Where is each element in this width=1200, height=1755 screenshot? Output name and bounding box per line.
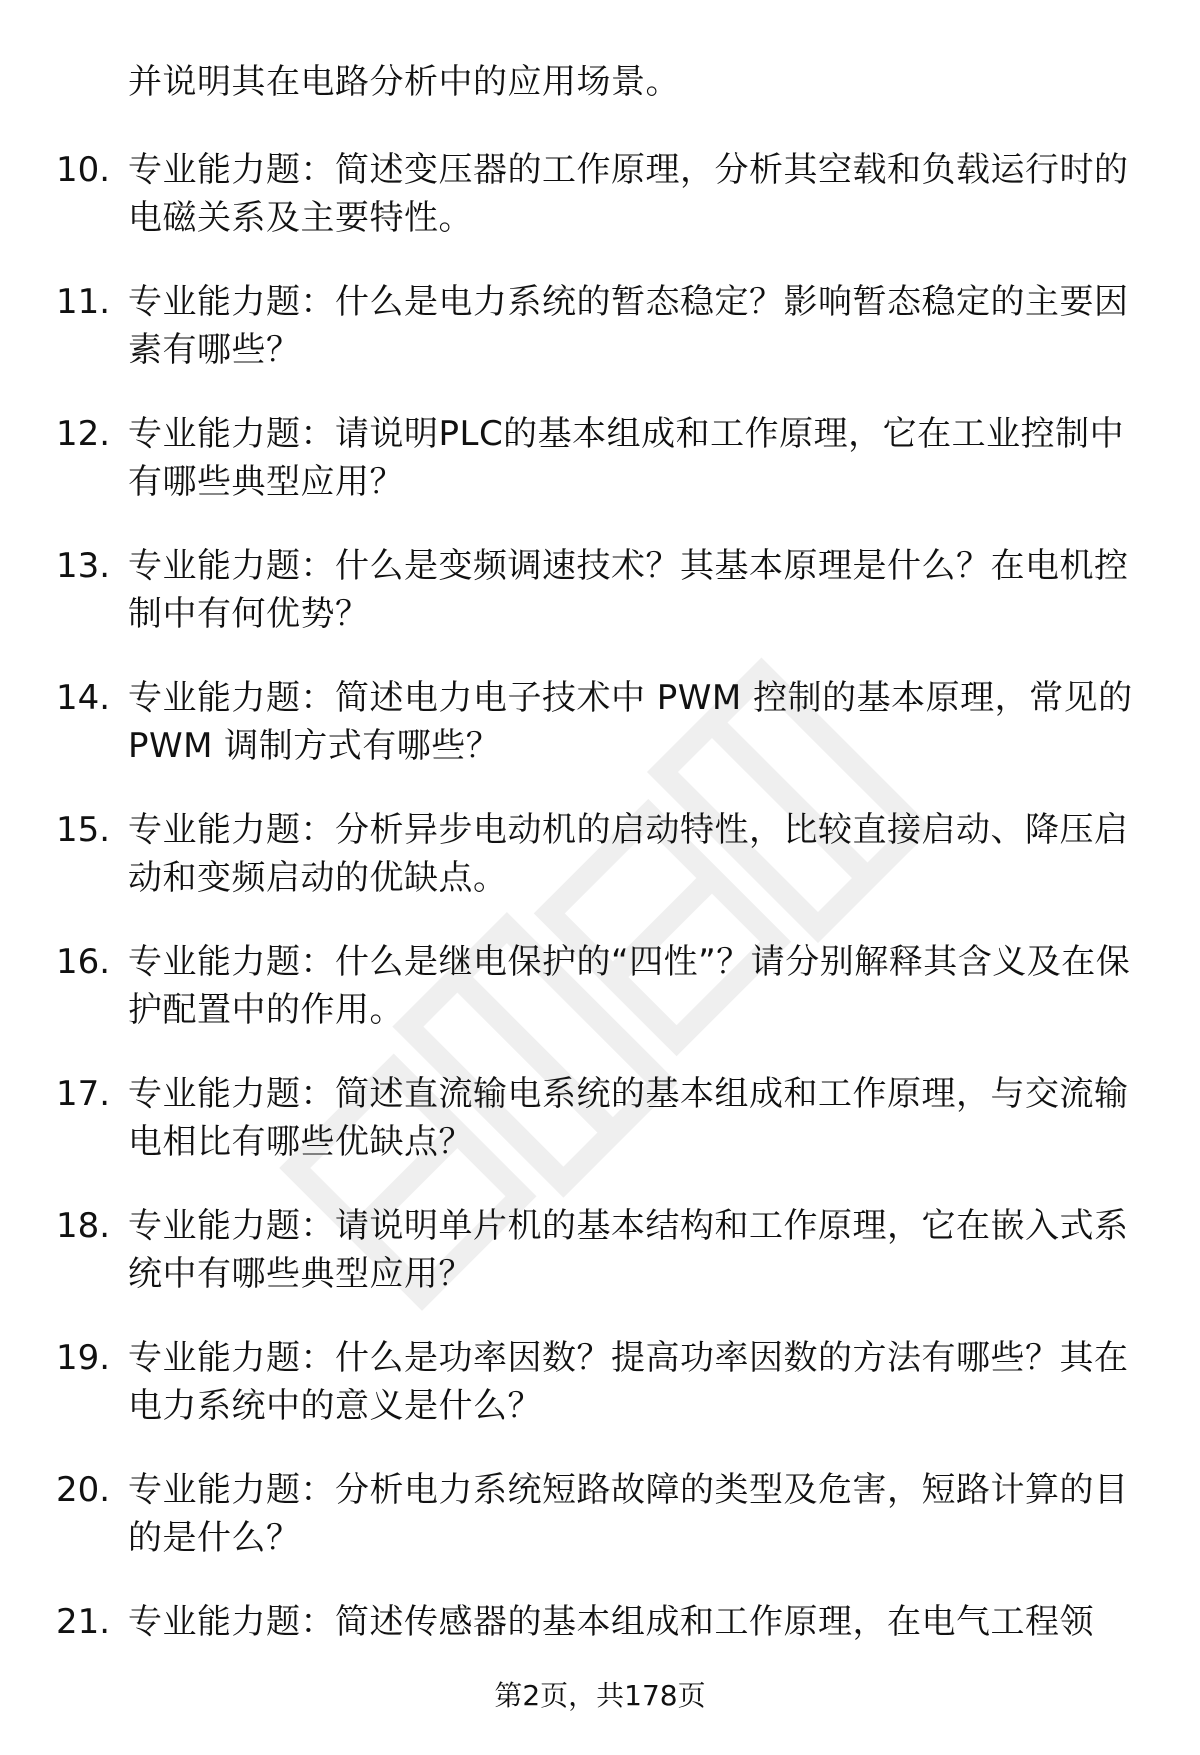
question-text: 专业能力题：简述电力电子技术中 PWM 控制的基本原理，常见的 PWM 调制方式有哪些？	[128, 678, 1133, 766]
question-number: 10.	[56, 150, 111, 190]
question-number: 18.	[56, 1206, 111, 1246]
question-text: 专业能力题：简述直流输电系统的基本组成和工作原理，与交流输电相比有哪些优缺点？	[128, 1074, 1129, 1162]
question-text: 专业能力题：什么是功率因数？提高功率因数的方法有哪些？其在电力系统中的意义是什么？	[128, 1338, 1129, 1426]
question-number: 15.	[56, 810, 111, 850]
question-item	[0, 146, 1200, 278]
question-item	[0, 278, 1200, 410]
question-number: 17.	[56, 1074, 111, 1114]
question-item	[0, 542, 1200, 674]
question-item	[0, 1466, 1200, 1598]
page-footer: 第2页，共178页	[494, 1679, 706, 1712]
continuation-text: 并说明其在电路分析中的应用场景。	[128, 62, 680, 102]
question-item	[0, 938, 1200, 1070]
question-number: 11.	[56, 282, 111, 322]
question-number: 16.	[56, 942, 111, 982]
question-number: 13.	[56, 546, 111, 586]
question-number: 12.	[56, 414, 111, 454]
question-item	[0, 1070, 1200, 1202]
question-number: 19.	[56, 1338, 111, 1378]
question-text: 专业能力题：分析电力系统短路故障的类型及危害，短路计算的目的是什么？	[128, 1470, 1129, 1558]
question-item	[0, 674, 1200, 806]
question-item	[0, 806, 1200, 938]
question-list	[0, 146, 1200, 1730]
question-number: 21.	[56, 1602, 111, 1642]
question-text: 专业能力题：什么是变频调速技术？其基本原理是什么？在电机控制中有何优势？	[128, 546, 1129, 634]
question-item	[0, 410, 1200, 542]
question-text: 专业能力题：请说明PLC的基本组成和工作原理，它在工业控制中有哪些典型应用？	[128, 414, 1125, 502]
question-number: 14.	[56, 678, 111, 718]
question-number: 20.	[56, 1470, 111, 1510]
question-item	[0, 1334, 1200, 1466]
question-text: 专业能力题：简述传感器的基本组成和工作原理，在电气工程领	[128, 1602, 1094, 1642]
question-text: 专业能力题：简述变压器的工作原理，分析其空载和负载运行时的电磁关系及主要特性。	[128, 150, 1129, 238]
question-text: 专业能力题：什么是继电保护的“四性”？请分别解释其含义及在保护配置中的作用。	[128, 942, 1131, 1030]
question-text: 专业能力题：分析异步电动机的启动特性，比较直接启动、降压启动和变频启动的优缺点。	[128, 810, 1129, 898]
question-item	[0, 1202, 1200, 1334]
question-text: 专业能力题：请说明单片机的基本结构和工作原理，它在嵌入式系统中有哪些典型应用？	[128, 1206, 1129, 1294]
question-text: 专业能力题：什么是电力系统的暂态稳定？影响暂态稳定的主要因素有哪些？	[128, 282, 1129, 370]
